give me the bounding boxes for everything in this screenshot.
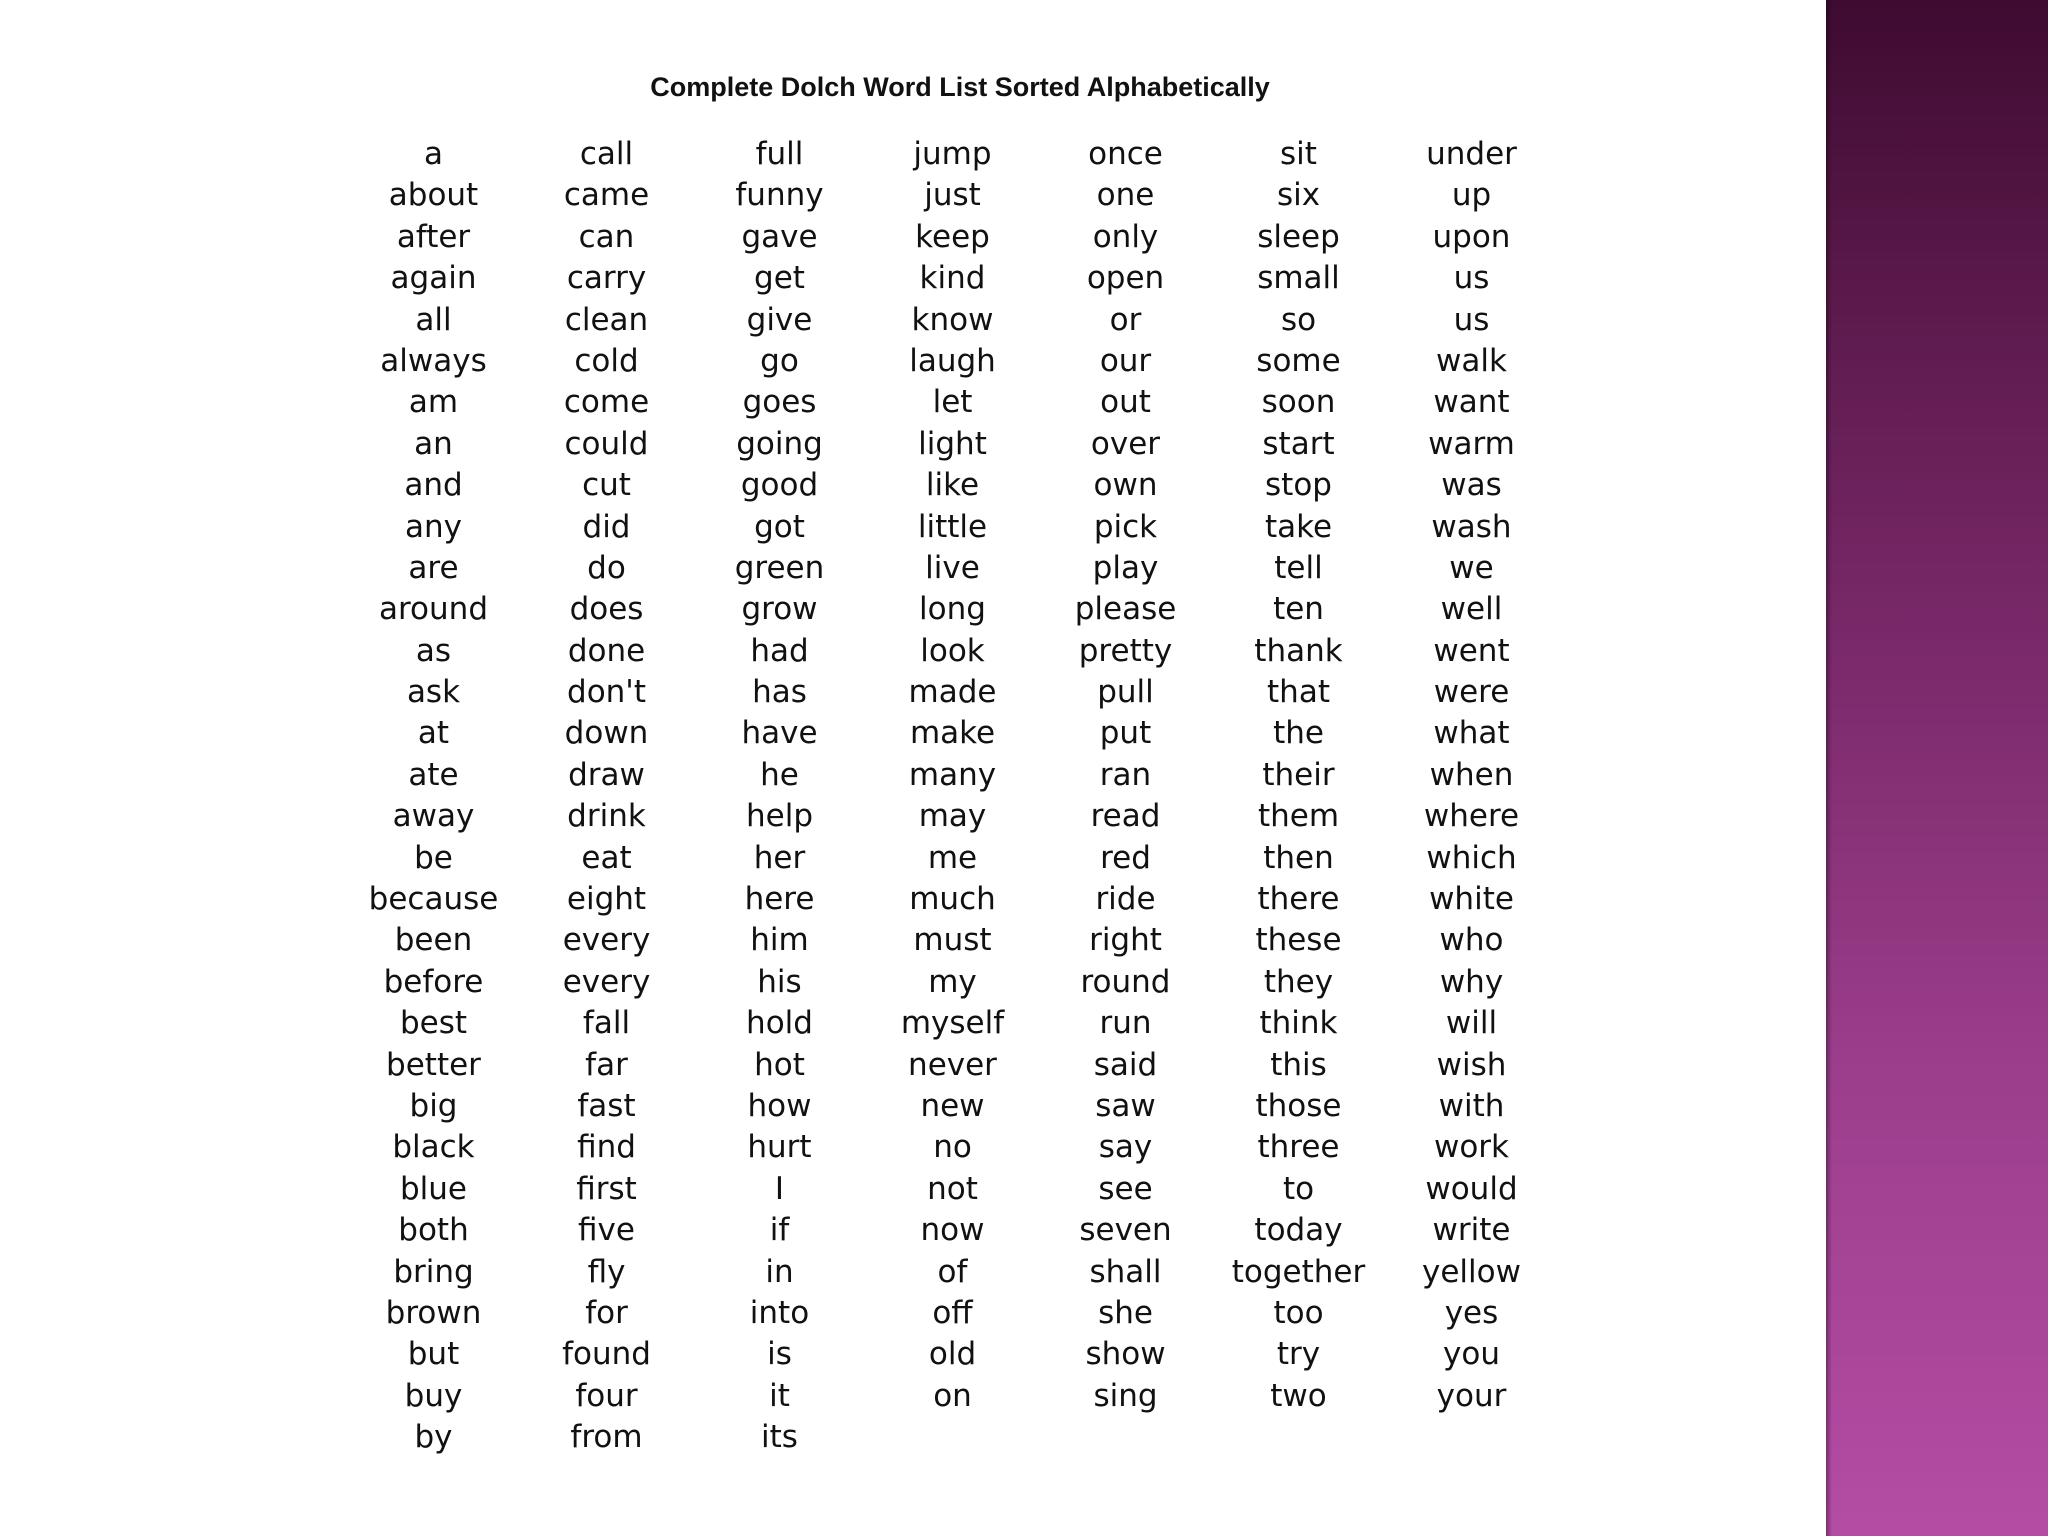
word-list-grid <box>347 134 1558 1459</box>
word-item: wish <box>1436 1046 1507 1083</box>
word-item: bring <box>393 1253 474 1290</box>
word-item: any <box>405 508 462 545</box>
word-item: own <box>1093 467 1158 504</box>
word-item: help <box>745 798 813 835</box>
word-item: once <box>1088 136 1163 172</box>
word-item: it <box>769 1377 790 1414</box>
word-item: eat <box>581 839 632 876</box>
word-item: gave <box>741 218 818 255</box>
word-item: like <box>925 467 980 504</box>
word-item: us <box>1453 301 1490 338</box>
word-item: warm <box>1428 425 1515 462</box>
word-item: us <box>1453 260 1490 297</box>
word-item: around <box>379 591 488 628</box>
word-item: want <box>1433 384 1510 421</box>
word-item: done <box>567 632 646 669</box>
word-item: ten <box>1273 591 1324 628</box>
word-item: an <box>414 425 453 462</box>
word-item: both <box>398 1212 469 1249</box>
word-item: new <box>920 1087 985 1124</box>
word-item: start <box>1262 425 1335 462</box>
word-item: stop <box>1265 467 1332 504</box>
word-item: laugh <box>909 342 996 379</box>
word-item: sing <box>1093 1377 1158 1414</box>
word-item: or <box>1109 301 1142 338</box>
word-item: four <box>575 1377 638 1414</box>
word-item: come <box>563 384 650 421</box>
word-item: live <box>925 549 980 586</box>
word-item: thank <box>1254 632 1343 669</box>
word-item: today <box>1254 1212 1343 1249</box>
word-item: their <box>1262 756 1335 793</box>
word-item: have <box>741 715 818 752</box>
word-item: we <box>1449 549 1494 586</box>
word-item: a <box>424 136 443 172</box>
word-item: why <box>1439 963 1504 1000</box>
word-item: must <box>913 922 992 959</box>
word-item: open <box>1086 260 1165 297</box>
word-item: was <box>1441 467 1502 504</box>
word-column <box>866 134 1039 1459</box>
word-item: its <box>761 1419 798 1456</box>
word-item: sleep <box>1257 218 1340 255</box>
word-item: find <box>577 1129 636 1166</box>
word-item: up <box>1451 177 1492 214</box>
word-item: that <box>1267 674 1330 711</box>
word-item: three <box>1257 1129 1340 1166</box>
word-column <box>1212 134 1385 1459</box>
word-item: take <box>1264 508 1333 545</box>
word-item: full <box>755 136 804 172</box>
word-item: call <box>579 136 634 172</box>
word-item: if <box>769 1212 790 1249</box>
word-item: ate <box>408 756 459 793</box>
word-item: did <box>582 508 631 545</box>
word-item: one <box>1096 177 1155 214</box>
word-item: off <box>932 1294 973 1331</box>
word-item: into <box>749 1294 810 1331</box>
word-item: so <box>1280 301 1317 338</box>
word-item: five <box>578 1212 635 1249</box>
word-item: hold <box>746 1005 813 1042</box>
word-item: which <box>1426 839 1517 876</box>
word-item: only <box>1092 218 1159 255</box>
word-item: much <box>909 881 996 918</box>
word-item: jump <box>913 136 992 172</box>
word-item: they <box>1263 963 1334 1000</box>
word-item: going <box>736 425 823 462</box>
word-item: I <box>774 1170 785 1207</box>
word-item: know <box>911 301 994 338</box>
word-column <box>520 134 693 1459</box>
word-item: better <box>386 1046 481 1083</box>
word-item: don't <box>567 674 646 711</box>
word-item: long <box>919 591 986 628</box>
word-item: see <box>1098 1170 1153 1207</box>
word-item: big <box>409 1087 458 1124</box>
word-item: make <box>909 715 996 752</box>
word-item: just <box>924 177 981 214</box>
word-item: would <box>1425 1170 1518 1207</box>
word-item: green <box>734 549 825 586</box>
word-item: all <box>415 301 452 338</box>
word-item: put <box>1099 715 1152 752</box>
word-item: ask <box>406 674 461 711</box>
word-item: fall <box>582 1005 631 1042</box>
word-item: this <box>1270 1046 1327 1083</box>
word-item: can <box>578 218 635 255</box>
word-item: walk <box>1436 342 1507 379</box>
word-item: were <box>1433 674 1510 711</box>
word-item: too <box>1273 1294 1324 1331</box>
word-item: funny <box>735 177 824 214</box>
word-item: under <box>1426 136 1517 172</box>
word-item: sit <box>1280 136 1317 172</box>
word-item: after <box>396 218 471 255</box>
word-item: those <box>1255 1087 1342 1124</box>
word-item: saw <box>1095 1087 1156 1124</box>
word-item: fly <box>587 1253 626 1290</box>
word-item: where <box>1423 798 1520 835</box>
word-item: fast <box>577 1087 636 1124</box>
word-item: round <box>1080 963 1171 1000</box>
word-item: grow <box>741 591 818 628</box>
word-item: be <box>414 839 453 876</box>
word-item: from <box>570 1419 643 1456</box>
word-item: does <box>569 591 644 628</box>
word-item: me <box>927 839 978 876</box>
word-item: as <box>415 632 452 669</box>
word-item: before <box>383 963 484 1000</box>
word-item: get <box>754 260 805 297</box>
word-item: about <box>388 177 479 214</box>
word-item: eight <box>566 881 647 918</box>
word-item: them <box>1257 798 1340 835</box>
word-item: the <box>1273 715 1324 752</box>
word-item: then <box>1263 839 1334 876</box>
word-column <box>1039 134 1212 1459</box>
word-item: run <box>1099 1005 1152 1042</box>
word-item: he <box>760 756 799 793</box>
word-item: pick <box>1093 508 1158 545</box>
word-item: not <box>927 1170 978 1207</box>
word-item: upon <box>1432 218 1511 255</box>
word-item: buy <box>404 1377 463 1414</box>
word-item: no <box>933 1129 972 1166</box>
word-item: wash <box>1431 508 1512 545</box>
word-item: may <box>918 798 987 835</box>
word-item: many <box>908 756 997 793</box>
word-item: old <box>928 1336 977 1373</box>
word-item: hurt <box>747 1129 812 1166</box>
word-item: now <box>920 1212 985 1249</box>
word-item: two <box>1270 1377 1327 1414</box>
word-item: of <box>937 1253 968 1290</box>
word-item: because <box>368 881 499 918</box>
word-item: let <box>932 384 973 421</box>
word-item: think <box>1259 1005 1338 1042</box>
word-item: keep <box>915 218 990 255</box>
word-item: who <box>1439 922 1504 959</box>
word-item: right <box>1089 922 1162 959</box>
word-item: are <box>408 549 459 586</box>
word-item: soon <box>1261 384 1336 421</box>
word-item: got <box>754 508 805 545</box>
word-item: try <box>1276 1336 1321 1373</box>
word-item: him <box>750 922 809 959</box>
word-item: cold <box>574 342 639 379</box>
word-item: white <box>1429 881 1514 918</box>
word-item: read <box>1090 798 1161 835</box>
word-item: blue <box>399 1170 467 1207</box>
word-item: drink <box>567 798 646 835</box>
word-item: goes <box>742 384 817 421</box>
word-item: always <box>380 342 487 379</box>
word-item: how <box>747 1087 812 1124</box>
word-item: light <box>918 425 987 462</box>
word-item: write <box>1432 1212 1511 1249</box>
word-item: tell <box>1274 549 1323 586</box>
word-item: his <box>757 963 802 1000</box>
word-item: my <box>928 963 977 1000</box>
word-item: said <box>1093 1046 1158 1083</box>
word-item: away <box>392 798 475 835</box>
word-item: hot <box>754 1046 805 1083</box>
word-item: here <box>744 881 815 918</box>
word-column <box>693 134 866 1459</box>
word-item: is <box>767 1336 792 1373</box>
word-item: carry <box>566 260 647 297</box>
word-item: red <box>1100 839 1151 876</box>
word-item: out <box>1100 384 1151 421</box>
word-item: best <box>399 1005 468 1042</box>
word-item: work <box>1433 1129 1510 1166</box>
word-column <box>347 134 520 1459</box>
word-item: go <box>760 342 799 379</box>
word-item: am <box>408 384 459 421</box>
word-item: never <box>908 1046 997 1083</box>
word-item: little <box>917 508 988 545</box>
word-item: show <box>1085 1336 1166 1373</box>
word-item: again <box>390 260 477 297</box>
word-item: cut <box>582 467 631 504</box>
word-item: every <box>562 922 651 959</box>
word-item: brown <box>385 1294 482 1331</box>
word-item: say <box>1098 1129 1153 1166</box>
word-item: for <box>585 1294 628 1331</box>
word-item: when <box>1429 756 1514 793</box>
word-item: look <box>920 632 985 669</box>
word-item: draw <box>568 756 645 793</box>
word-item: our <box>1099 342 1152 379</box>
word-item: small <box>1257 260 1340 297</box>
word-column <box>1385 134 1558 1459</box>
word-item: down <box>564 715 649 752</box>
word-item: black <box>392 1129 475 1166</box>
word-item: on <box>933 1377 972 1414</box>
word-item: at <box>417 715 450 752</box>
word-item: been <box>394 922 473 959</box>
word-item: had <box>750 632 809 669</box>
word-item: you <box>1443 1336 1500 1373</box>
word-item: far <box>585 1046 628 1083</box>
word-item: there <box>1257 881 1340 918</box>
word-item: give <box>746 301 813 338</box>
word-item: yellow <box>1422 1253 1521 1290</box>
word-item: pretty <box>1078 632 1173 669</box>
word-item: yes <box>1444 1294 1499 1331</box>
word-item: first <box>576 1170 637 1207</box>
word-item: ride <box>1095 881 1156 918</box>
word-item: her <box>753 839 806 876</box>
word-item: but <box>407 1336 460 1373</box>
word-item: what <box>1433 715 1510 752</box>
word-item: went <box>1433 632 1510 669</box>
word-item: your <box>1436 1377 1507 1414</box>
word-item: made <box>908 674 997 711</box>
word-item: please <box>1074 591 1177 628</box>
word-item: came <box>563 177 650 214</box>
page-title: Complete Dolch Word List Sorted Alphabetically <box>650 72 1270 102</box>
word-item: has <box>752 674 807 711</box>
word-item: ran <box>1099 756 1152 793</box>
word-item: over <box>1090 425 1161 462</box>
word-item: every <box>562 963 651 1000</box>
word-item: she <box>1098 1294 1153 1331</box>
word-item: pull <box>1097 674 1154 711</box>
word-item: six <box>1276 177 1321 214</box>
word-item: good <box>740 467 819 504</box>
word-item: myself <box>900 1005 1005 1042</box>
word-item: with <box>1438 1087 1505 1124</box>
word-item: some <box>1256 342 1341 379</box>
word-item: well <box>1440 591 1503 628</box>
word-item: found <box>562 1336 651 1373</box>
word-item: shall <box>1089 1253 1162 1290</box>
decorative-side-band <box>1826 0 2048 1536</box>
word-item: could <box>564 425 649 462</box>
word-item: do <box>587 549 626 586</box>
word-item: clean <box>564 301 649 338</box>
word-item: to <box>1282 1170 1315 1207</box>
word-item: seven <box>1079 1212 1172 1249</box>
word-item: will <box>1445 1005 1498 1042</box>
word-item: in <box>765 1253 794 1290</box>
word-item: these <box>1255 922 1342 959</box>
word-item: together <box>1231 1253 1366 1290</box>
word-item: by <box>414 1419 453 1456</box>
word-item: kind <box>919 260 986 297</box>
word-item: play <box>1092 549 1159 586</box>
word-item: and <box>404 467 463 504</box>
